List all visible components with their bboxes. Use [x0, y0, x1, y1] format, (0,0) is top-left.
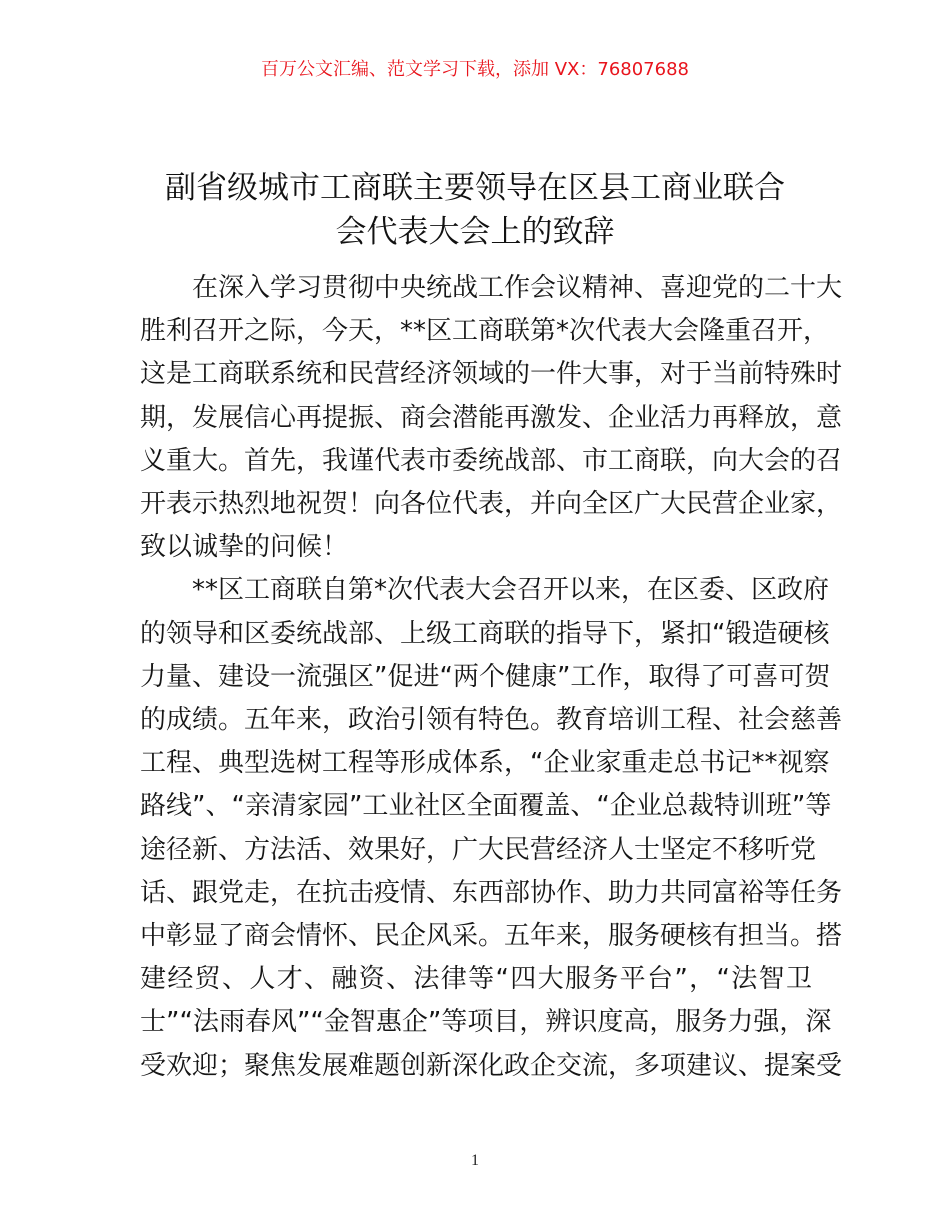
text-line: 在深入学习贯彻中央统战工作会议精神、喜迎党的二十大: [192, 273, 843, 303]
text-line: 路线”、“亲清家园”工业社区全面覆盖、“企业总裁特训班”等: [140, 791, 832, 822]
text-line: **区工商联自第*次代表大会召开以来，在区委、区政府: [192, 575, 830, 606]
text-line: 这是工商联系统和民营经济领域的一件大事，对于当前特殊时: [140, 359, 843, 390]
text-line: 话、跟党走，在抗击疫情、东西部协作、助力共同富裕等任务: [140, 877, 843, 908]
document-title: [100, 166, 850, 254]
page-number: 1: [471, 1152, 479, 1169]
text-line: 义重大。首先，我谨代表市委统战部、市工商联，向大会的召: [140, 445, 843, 476]
text-line: 受欢迎；聚焦发展难题创新深化政企交流，多项建议、提案受: [140, 1050, 843, 1081]
text-line: 力量、建设一流强区”促进“两个健康”工作，取得了可喜可贺: [140, 661, 831, 692]
header-banner: 百万公文汇编、范文学习下载，添加 VX：76807688: [261, 59, 689, 80]
title-line-1: 副省级城市工商联主要领导在区县工商业联合: [165, 170, 785, 206]
text-line: 期，发展信心再提振、商会潜能再激发、企业活力再释放，意: [140, 402, 843, 433]
text-line: 致以诚挚的问候！: [140, 532, 349, 563]
text-line: 胜利召开之际，今天，**区工商联第*次代表大会隆重召开，: [140, 316, 830, 347]
text-line: 的成绩。五年来，政治引领有特色。教育培训工程、社会慈善: [140, 705, 843, 736]
document-body: [140, 267, 843, 1088]
paragraph-2: [140, 569, 843, 1087]
text-line: 建经贸、人才、融资、法律等“四大服务平台”，“法智卫: [140, 964, 812, 995]
text-line: 工程、典型选树工程等形成体系，“企业家重走总书记**视察: [140, 748, 830, 779]
text-line: 途径新、方法活、效果好，广大民营经济人士坚定不移听党: [140, 834, 817, 865]
text-line: 中彰显了商会情怀、民企风采。五年来，服务硬核有担当。搭: [140, 921, 843, 952]
text-line: 士”“法雨春风”“金智惠企”等项目，辨识度高，服务力强，深: [140, 1007, 832, 1038]
paragraph-1: [140, 267, 843, 569]
text-line: 开表示热烈地祝贺！向各位代表，并向全区广大民营企业家，: [140, 489, 843, 520]
text-line: 的领导和区委统战部、上级工商联的指导下，紧扣“锻造硬核: [140, 618, 830, 649]
title-line-2: 会代表大会上的致辞: [335, 214, 615, 250]
